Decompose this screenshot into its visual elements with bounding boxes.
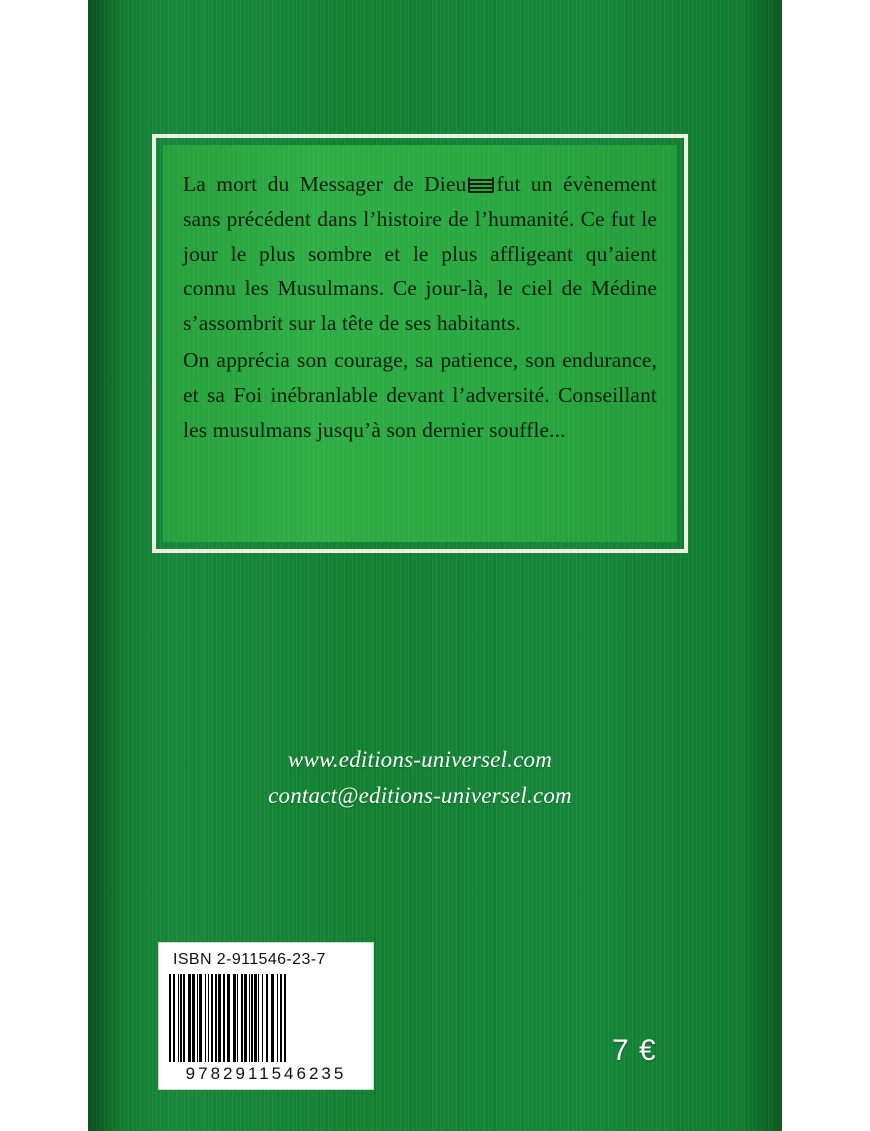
blurb-paragraph-2: On apprécia son courage, sa patience, son endurance, et sa Foi inébranlable devant l’adversité. Conseillant les musulmans jusqu’à son dernier souffle... bbox=[183, 348, 657, 442]
blurb-paragraph-1 bbox=[183, 167, 657, 341]
price-label: 7 € bbox=[612, 1034, 657, 1067]
blurb-paragraph-1-part-b: fut un évènement sans précédent dans l’histoire de l’humanité. Ce fut le jour le plus sombre et le plus affligeant qu’aient connu les Musulmans. Ce jour-là, le ciel de Médine s’assombrit sur la tête de ses habitants. bbox=[183, 172, 657, 336]
blurb-paragraph-1-part-a: La mort du Messager de Dieu bbox=[183, 172, 467, 196]
publisher-email[interactable]: contact@editions-universel.com bbox=[268, 782, 572, 808]
cover-right-shadow bbox=[742, 0, 782, 1131]
ean-number: 9782911546235 bbox=[185, 1064, 347, 1083]
sallallahu-alayhi-wasallam-glyph-icon bbox=[468, 177, 494, 193]
barcode-bars bbox=[167, 974, 365, 1062]
cover-left-shadow bbox=[88, 0, 122, 1131]
blurb-panel bbox=[163, 145, 677, 542]
publisher-website[interactable]: www.editions-universel.com bbox=[287, 747, 553, 772]
publisher-contact-block bbox=[152, 742, 688, 813]
isbn-label: ISBN 2-911546-23-7 bbox=[173, 951, 326, 968]
barcode-block bbox=[158, 942, 374, 1090]
